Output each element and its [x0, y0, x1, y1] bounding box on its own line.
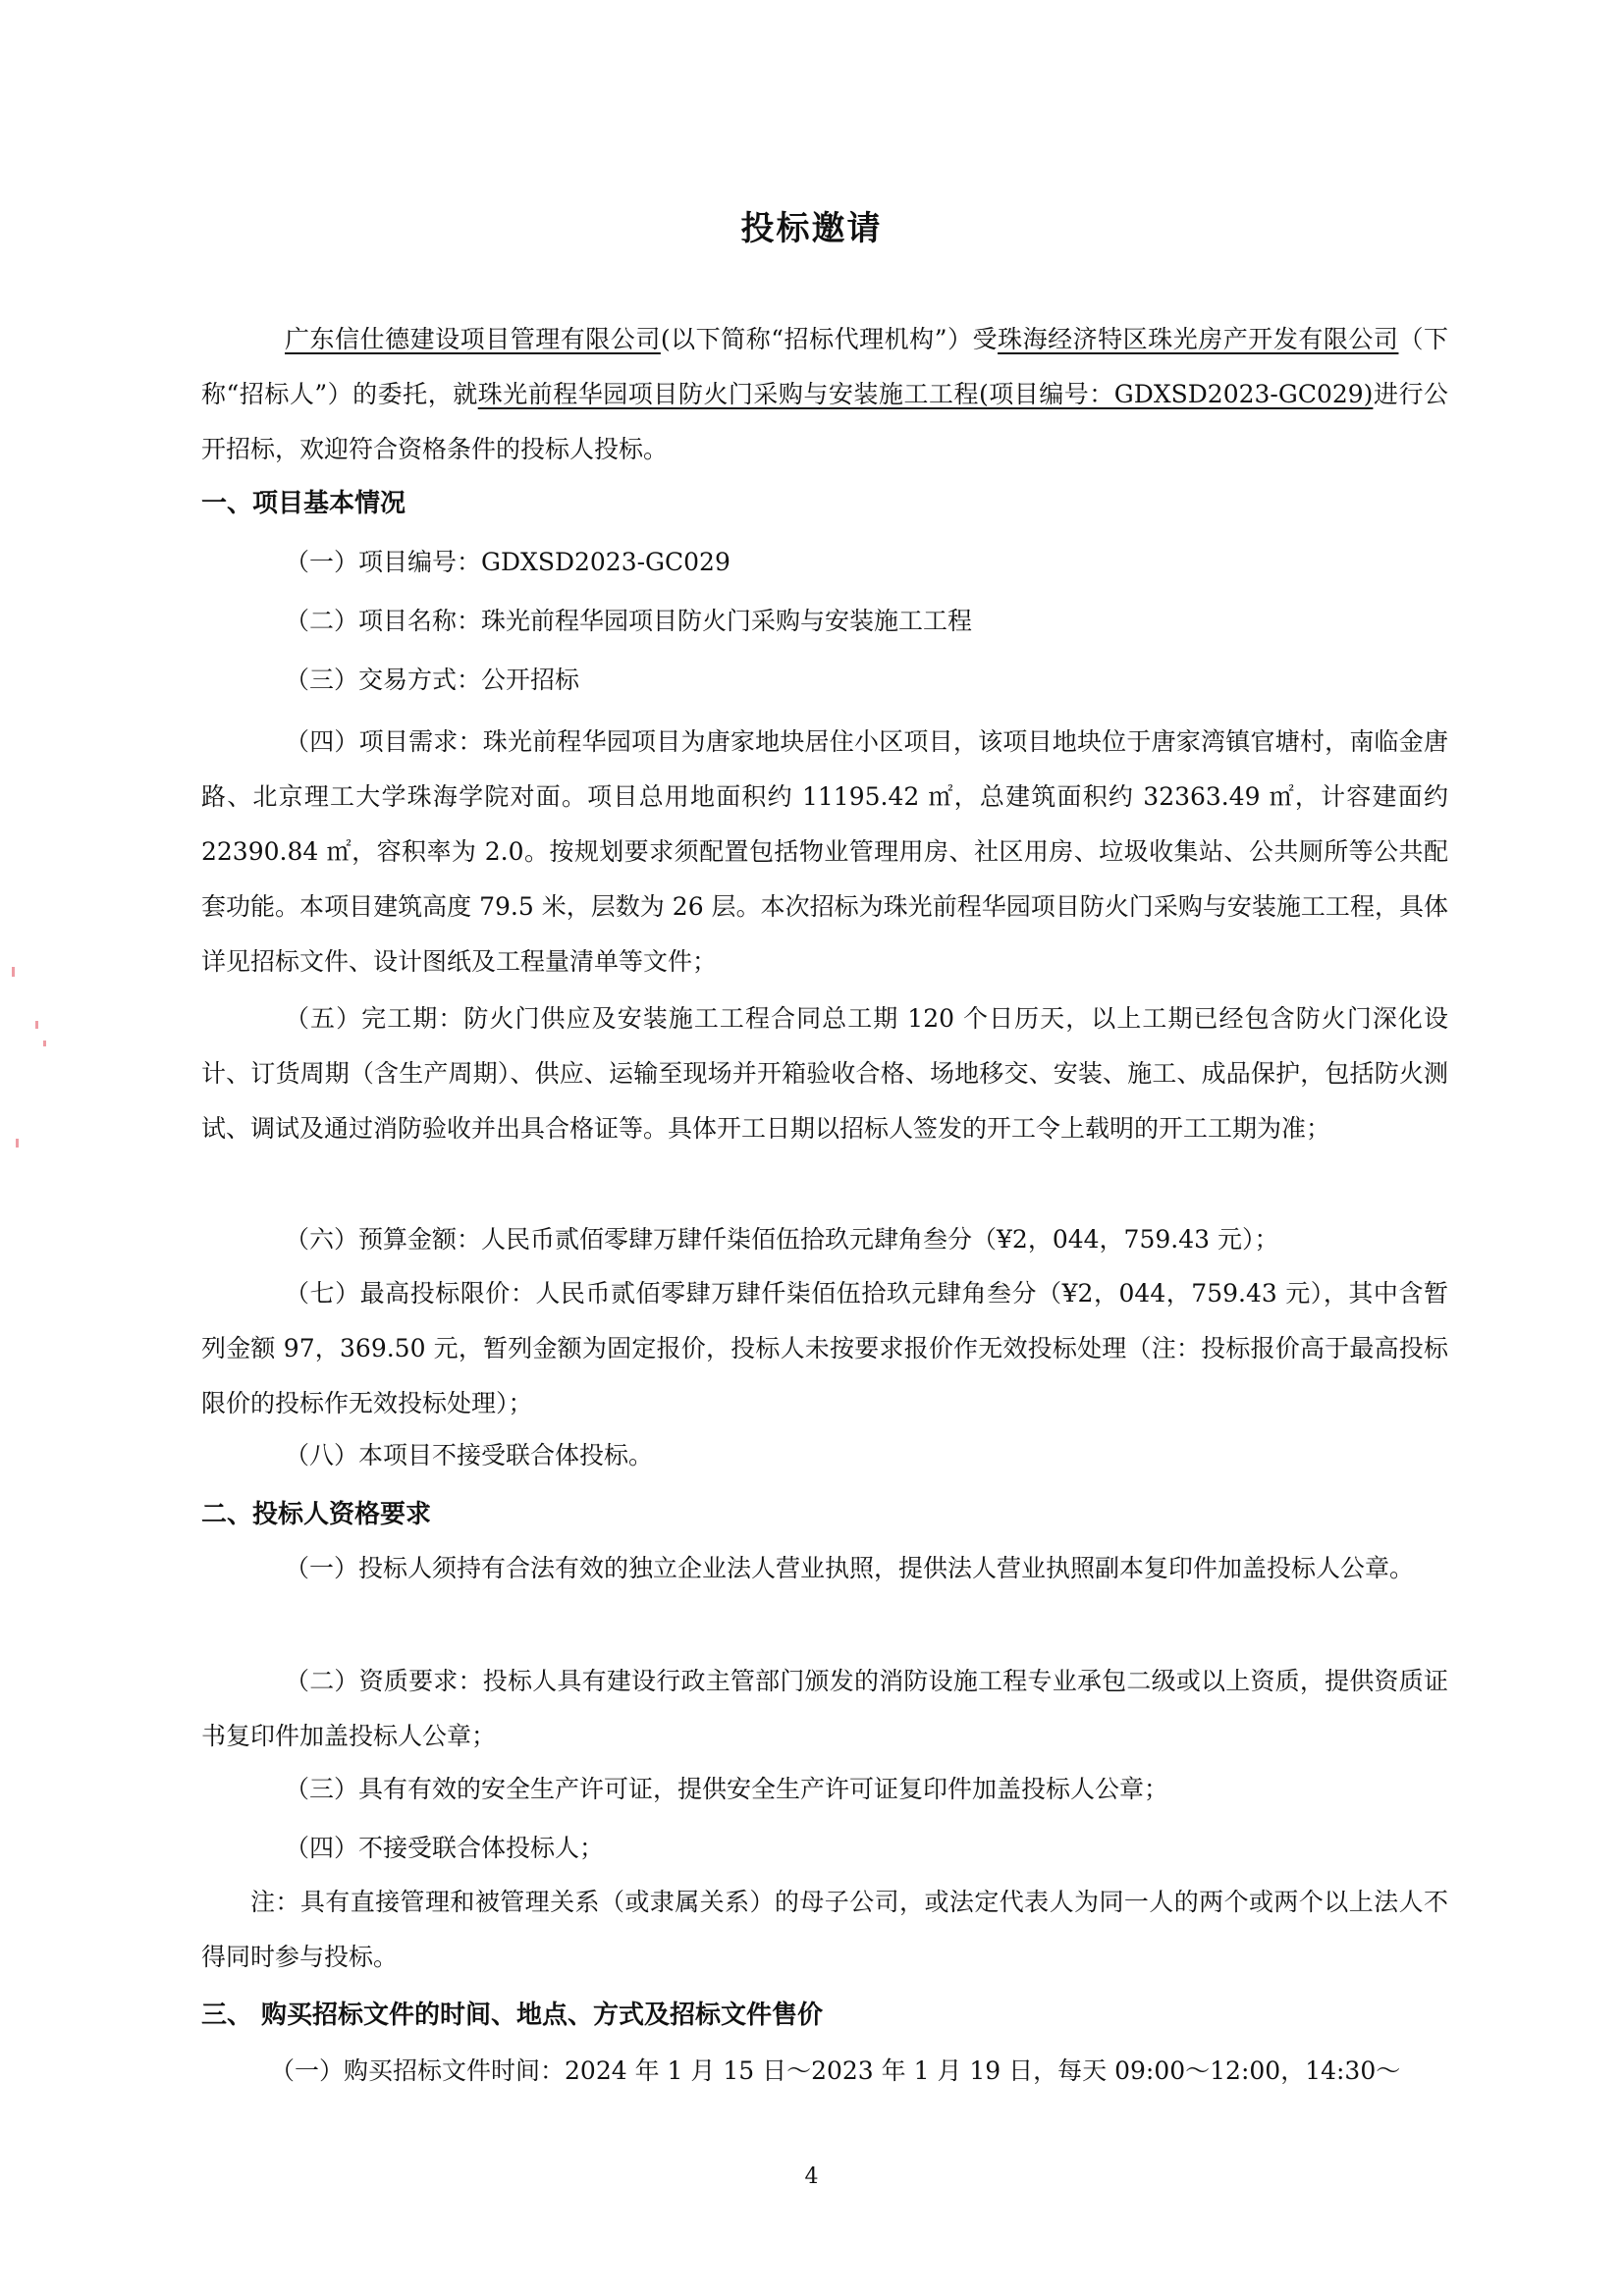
s3-item-1: （一）购买招标文件时间：2024 年 1 月 15 日～2023 年 1 月 19 日，每天 09:00～12:00，14:30～ [270, 2056, 1401, 2085]
intro-text-1: (以下简称“招标代理机构”）受 [660, 325, 999, 353]
section-1-heading: 一、项目基本情况 [201, 489, 406, 518]
s1-item-1: （一）项目编号：GDXSD2023-GC029 [285, 548, 730, 576]
section-3-heading: 三、 购买招标文件的时间、地点、方式及招标文件售价 [201, 2001, 824, 2030]
s1-item-6: （六）预算金额：人民币贰佰零肆万肆仟柒佰伍拾玖元肆角叁分（¥2，044，759.43 元）； [285, 1225, 1279, 1254]
s1-item-7: （七）最高投标限价：人民币贰佰零肆万肆仟柒佰伍拾玖元肆角叁分（¥2，044，759.43 元），其中含暂列金额 97，369.50 元，暂列金额为固定报价，投标人未按要求报价作无效投标处理（注：投标报价高于最高投标限价的投标作无效投标处理）； [201, 1279, 1448, 1417]
agent-name: 广东信仕德建设项目管理有限公司 [285, 325, 661, 353]
s2-item-3: （三）具有有效的安全生产许可证，提供安全生产许可证复印件加盖投标人公章； [285, 1775, 1169, 1803]
section-2-heading: 二、投标人资格要求 [201, 1500, 432, 1529]
margin-mark [12, 967, 15, 977]
intro-paragraph [201, 312, 1448, 477]
s1-item-8: （八）本项目不接受联合体投标。 [285, 1441, 654, 1469]
margin-mark [35, 1021, 38, 1029]
s2-item-1: （一）投标人须持有合法有效的独立企业法人营业执照，提供法人营业执照副本复印件加盖投标人公章。 [285, 1554, 1415, 1582]
s1-item-5: （五）完工期：防火门供应及安装施工工程合同总工期 120 个日历天，以上工期已经包含防火门深化设计、订货周期（含生产周期）、供应、运输至现场并开箱验收合格、场地移交、安装、施工、成品保护，包括防火测试、调试及通过消防验收并出具合格证等。具体开工日期以招标人签发的开工令上载明的开工工期为准； [201, 1004, 1448, 1143]
document-title: 投标邀请 [740, 209, 883, 248]
s2-item-4: （四）不接受联合体投标人； [285, 1834, 605, 1862]
margin-mark [43, 1041, 46, 1046]
s1-item-3: （三）交易方式：公开招标 [285, 666, 580, 694]
s1-item-4: （四）项目需求：珠光前程华园项目为唐家地块居住小区项目，该项目地块位于唐家湾镇官塘村，南临金唐路、北京理工大学珠海学院对面。项目总用地面积约 11195.42 ㎡，总建筑面积约 32363.49 ㎡，计容建面约 22390.84 ㎡，容积率为 2.0。按规划要求须配置包括物业管理用房、社区用房、垃圾收集站、公共厕所等公共配套功能。本项目建筑高度 79.5 米，层数为 26 层。本次招标为珠光前程华园项目防火门采购与安装施工工程，具体详见招标文件、设计图纸及工程量清单等文件； [201, 727, 1448, 976]
s2-item-2: （二）资质要求：投标人具有建设行政主管部门颁发的消防设施工程专业承包二级或以上资质，提供资质证书复印件加盖投标人公章； [201, 1667, 1448, 1750]
s2-note: 注：具有直接管理和被管理关系（或隶属关系）的母子公司，或法定代表人为同一人的两个或两个以上法人不得同时参与投标。 [201, 1888, 1448, 1971]
intro-text-2: （下称“招标人”）的委托，就 [201, 325, 1448, 408]
project-name: 珠光前程华园项目防火门采购与安装施工工程(项目编号：GDXSD2023-GC029) [477, 380, 1374, 408]
page-number: 4 [804, 2164, 819, 2189]
margin-mark [16, 1139, 19, 1148]
owner-name: 珠海经济特区珠光房产开发有限公司 [998, 325, 1399, 353]
intro-text-3: 进行公开招标，欢迎符合资格条件的投标人投标。 [201, 380, 1448, 463]
s1-item-2: （二）项目名称：珠光前程华园项目防火门采购与安装施工工程 [285, 607, 973, 635]
